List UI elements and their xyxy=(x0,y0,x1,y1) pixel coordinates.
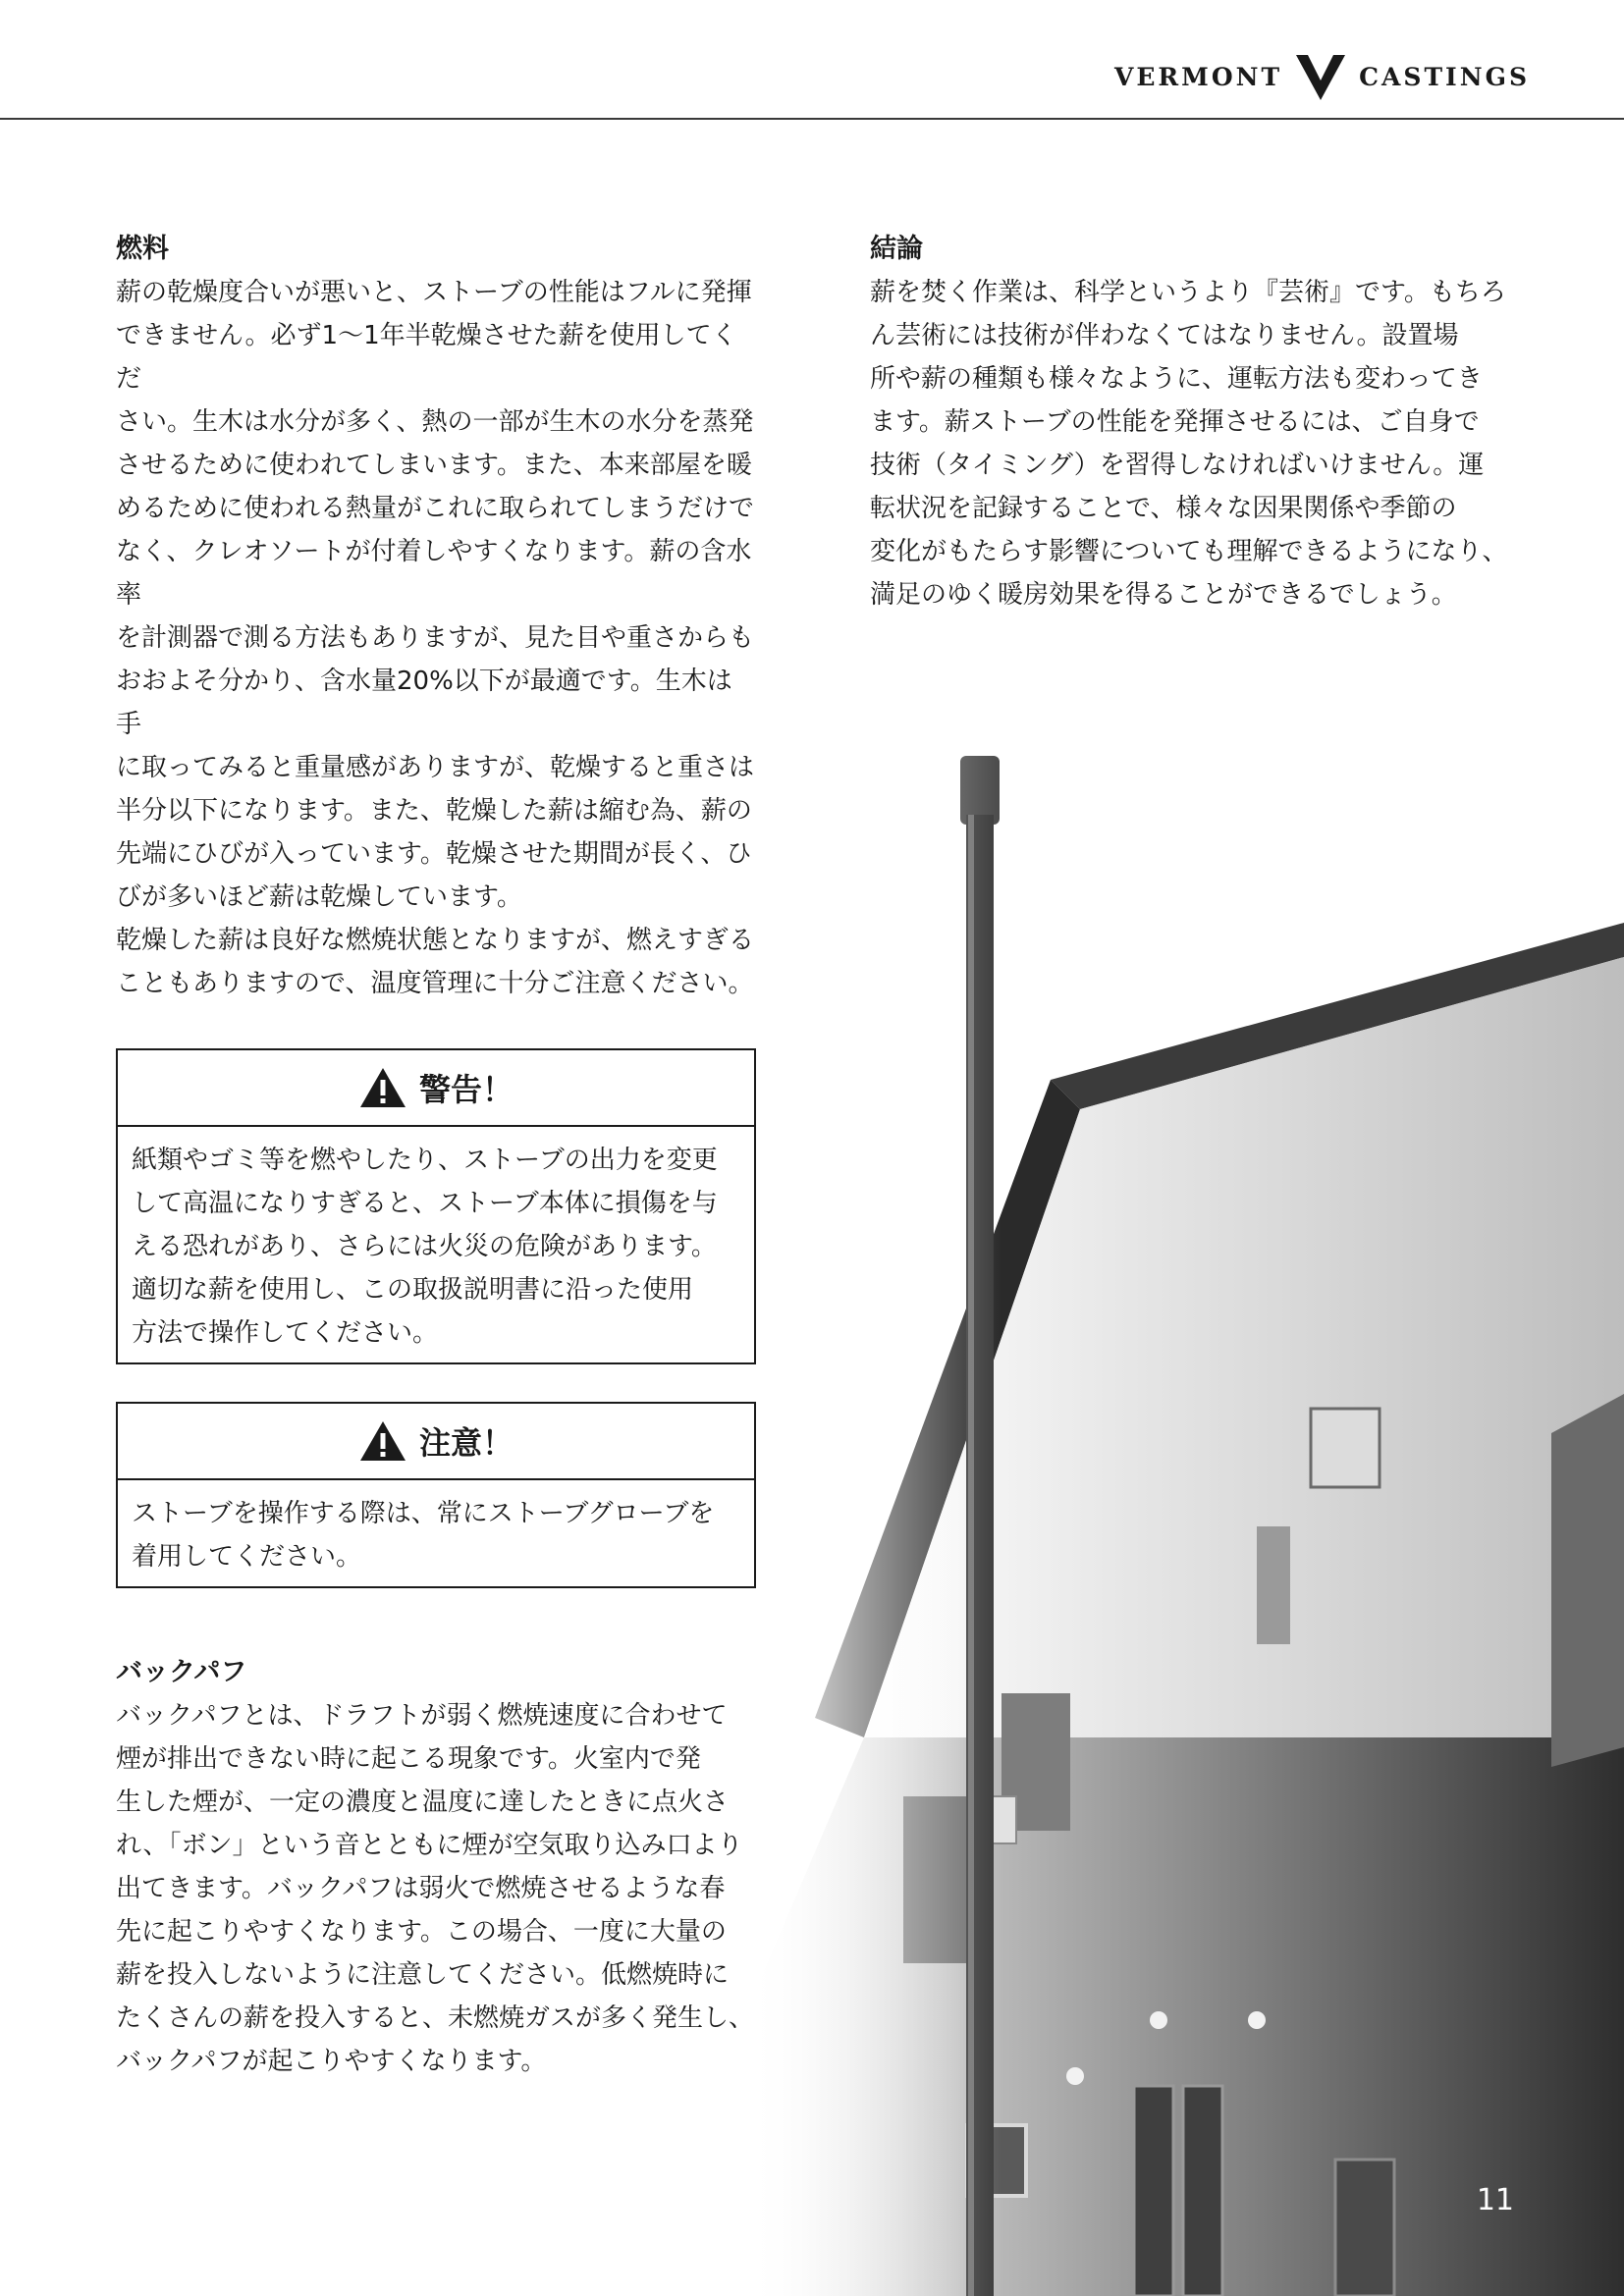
backpuff-line: 煙が排出できない時に起こる現象です。火室内で発 xyxy=(116,1744,701,1774)
warning-triangle-icon xyxy=(358,1419,407,1463)
brand-name-left: VERMONT xyxy=(1113,62,1283,91)
backpuff-line: 出てきます。バックパフは弱火で燃焼させるような春 xyxy=(116,1874,726,1903)
warning-triangle-icon xyxy=(358,1066,407,1109)
brand-logo xyxy=(1114,51,1530,102)
warning-line: 紙類やゴミ等を燃やしたり、ストーブの出力を変更 xyxy=(132,1146,718,1175)
conclusion-line: ます。薪ストーブの性能を発揮させるには、ご自身で xyxy=(870,407,1480,437)
fuel-line: めるために使われる熱量がこれに取られてしまうだけで xyxy=(116,494,755,523)
warning-box xyxy=(116,1048,756,1364)
fuel-line: に取ってみると重量感がありますが、乾燥すると重さは xyxy=(116,753,755,782)
backpuff-line: バックパフが起こりやすくなります。 xyxy=(116,2047,547,2076)
backpuff-line: 先に起こりやすくなります。この場合、一度に大量の xyxy=(116,1917,727,1947)
fuel-line: さい。生木は水分が多く、熱の一部が生木の水分を蒸発 xyxy=(116,407,754,437)
warning-body xyxy=(118,1127,754,1362)
right-column xyxy=(870,228,1538,616)
warning-line: 方法で操作してください。 xyxy=(132,1318,439,1348)
fuel-line: 乾燥した薪は良好な燃焼状態となりますが、燃えすぎる xyxy=(116,926,755,955)
fuel-line: なく、クレオソートが付着しやすくなります。薪の含水率 xyxy=(116,537,752,610)
backpuff-line: 生した煙が、一定の濃度と温度に達したときに点火さ xyxy=(116,1788,730,1817)
page-number: 11 xyxy=(1476,2183,1514,2217)
conclusion-line: 薪を焚く作業は、科学というより『芸術』です。もちろ xyxy=(870,278,1506,307)
fuel-line: 先端にひびが入っています。乾燥させた期間が長く、ひ xyxy=(116,839,752,869)
conclusion-body xyxy=(870,271,1538,616)
warning-line: 適切な薪を使用し、この取扱説明書に沿った使用 xyxy=(132,1275,694,1305)
warning-title: 警告！ xyxy=(418,1071,514,1108)
caution-box xyxy=(116,1402,756,1588)
fuel-line: を計測器で測る方法もありますが、見た目や重さからも xyxy=(116,623,755,653)
fuel-line: 薪の乾燥度合いが悪いと、ストーブの性能はフルに発揮 xyxy=(116,278,752,307)
backpuff-line: バックパフとは、ドラフトが弱く燃焼速度に合わせて xyxy=(116,1701,728,1731)
fuel-body xyxy=(116,271,756,1005)
fuel-heading: 燃料 xyxy=(116,234,169,264)
conclusion-heading: 結論 xyxy=(870,234,923,264)
fuel-line: おおよそ分かり、含水量20%以下が最適です。生木は手 xyxy=(116,667,732,739)
brand-name-right: CASTINGS xyxy=(1359,62,1530,91)
conclusion-line: 所や薪の種類も様々なように、運転方法も変わってき xyxy=(870,364,1483,394)
backpuff-line: 薪を投入しないように注意してください。低燃焼時に xyxy=(116,1960,730,1990)
backpuff-line: れ、「ボン」という音とともに煙が空気取り込み口より xyxy=(116,1831,743,1860)
caution-line: 着用してください。 xyxy=(132,1542,362,1572)
house-with-chimney-photo xyxy=(746,756,1624,2296)
caution-line: ストーブを操作する際は、常にストーブグローブを xyxy=(132,1499,715,1528)
conclusion-line: 満足のゆく暖房効果を得ることができるでしょう。 xyxy=(870,580,1457,610)
warning-header xyxy=(118,1050,754,1127)
header-rule xyxy=(0,118,1624,120)
conclusion-line: 変化がもたらす影響についても理解できるようになり、 xyxy=(870,537,1508,566)
vermont-castings-logo-icon xyxy=(1292,51,1349,102)
fuel-line: びが多いほど薪は乾燥しています。 xyxy=(116,882,522,912)
caution-header xyxy=(118,1404,754,1480)
backpuff-line: たくさんの薪を投入すると、未燃焼ガスが多く発生し、 xyxy=(116,2003,755,2033)
caution-body xyxy=(118,1480,754,1586)
fuel-line: させるために使われてしまいます。また、本来部屋を暖 xyxy=(116,451,752,480)
conclusion-line: ん芸術には技術が伴わなくてはなりません。設置場 xyxy=(870,321,1459,350)
backpuff-heading: バックパフ xyxy=(116,1657,247,1687)
conclusion-line: 技術（タイミング）を習得しなければいけません。運 xyxy=(870,451,1485,480)
caution-title: 注意！ xyxy=(418,1424,514,1462)
conclusion-line: 転状況を記録することで、様々な因果関係や季節の xyxy=(870,494,1457,523)
fuel-line: 半分以下になります。また、乾燥した薪は縮む為、薪の xyxy=(116,796,752,826)
fuel-line: できません。必ず1〜1年半乾燥させた薪を使用してくだ xyxy=(116,321,737,394)
fuel-line: こともありますので、温度管理に十分ご注意ください。 xyxy=(116,969,754,998)
warning-line: える恐れがあり、さらには火災の危険があります。 xyxy=(132,1232,717,1261)
backpuff-body xyxy=(116,1694,756,2083)
warning-line: して高温になりすぎると、ストーブ本体に損傷を与 xyxy=(132,1189,718,1218)
left-column xyxy=(116,228,756,2083)
